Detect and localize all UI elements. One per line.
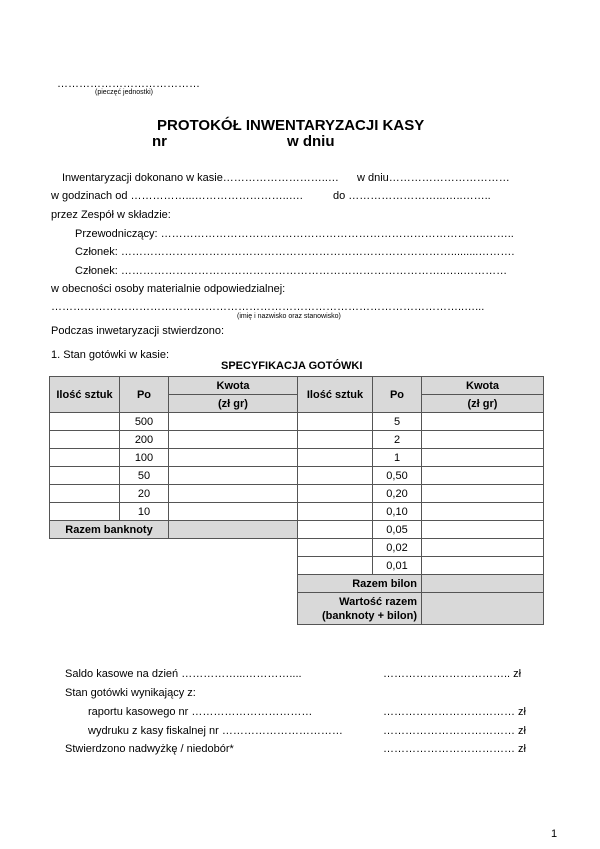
cash-source-label: Stan gotówki wynikający z: <box>65 687 196 699</box>
denomination: 0,05 <box>373 521 422 539</box>
qty-cell[interactable] <box>298 539 373 557</box>
table-row <box>50 539 544 557</box>
stamp-dots: ………………………………… <box>57 78 200 90</box>
stamp-label: (pieczęć jednostki) <box>95 89 153 96</box>
qty-cell[interactable] <box>298 413 373 431</box>
denomination: 20 <box>120 485 169 503</box>
presence-hint: (imię i nazwisko oraz stanowisko) <box>237 313 341 320</box>
date-line: w dniu…………………………… <box>357 172 510 184</box>
chairman-line: Przewodniczący: ……………………………………………………………………………..…….. <box>75 228 514 240</box>
cash-state-label: 1. Stan gotówki w kasie: <box>51 349 170 361</box>
amount-cell[interactable] <box>422 485 544 503</box>
grand-total-label <box>298 593 422 625</box>
amount-cell[interactable] <box>422 449 544 467</box>
qty-cell[interactable] <box>298 521 373 539</box>
denomination: 0,01 <box>373 557 422 575</box>
amount-cell[interactable] <box>169 485 298 503</box>
qty-cell[interactable] <box>298 557 373 575</box>
hours-to-line: do ……………………...…..…….. <box>333 190 491 202</box>
unit-header-coins: (zł gr) <box>422 395 544 413</box>
date-label: w dniu <box>287 133 335 150</box>
banknotes-total-cell[interactable] <box>169 521 298 539</box>
denomination: 100 <box>120 449 169 467</box>
cash-register-line: Inwentaryzacji dokonano w kasie………………………..… <box>62 172 339 184</box>
amount-cell[interactable] <box>422 521 544 539</box>
qty-cell[interactable] <box>298 467 373 485</box>
qty-cell[interactable] <box>50 413 120 431</box>
qty-header-coins: Ilość sztuk <box>298 377 373 413</box>
presence-dots: …………………………………………………………………………………………………..…... <box>51 301 485 313</box>
denomination: 0,10 <box>373 503 422 521</box>
grand-total-cell[interactable] <box>422 593 544 625</box>
committee-label: przez Zespół w składzie: <box>51 209 171 221</box>
cash-spec-table <box>49 376 544 625</box>
po-header: Po <box>120 377 169 413</box>
amount-cell[interactable] <box>422 431 544 449</box>
table-row <box>50 449 544 467</box>
saldo-value: …………………………….. zł <box>383 668 522 680</box>
fiscal-line: wydruku z kasy fiskalnej nr …………………………… <box>88 725 343 737</box>
qty-cell[interactable] <box>298 503 373 521</box>
nr-label: nr <box>152 133 167 150</box>
amount-header: Kwota <box>169 377 298 395</box>
amount-cell[interactable] <box>422 539 544 557</box>
banknotes-total-label: Razem banknoty <box>50 521 169 539</box>
unit-header: (zł gr) <box>169 395 298 413</box>
qty-cell[interactable] <box>50 467 120 485</box>
report-value: ……………………………… zł <box>383 706 526 718</box>
amount-cell[interactable] <box>422 503 544 521</box>
table-row <box>50 557 544 575</box>
saldo-line: Saldo kasowe na dzień ……………...………….... <box>65 668 302 680</box>
spec-title: SPECYFIKACJA GOTÓWKI <box>221 360 363 372</box>
table-row <box>50 413 544 431</box>
qty-cell[interactable] <box>50 431 120 449</box>
amount-cell[interactable] <box>422 413 544 431</box>
fiscal-value: ……………………………… zł <box>383 725 526 737</box>
amount-cell[interactable] <box>169 431 298 449</box>
table-row <box>50 593 544 625</box>
denomination: 50 <box>120 467 169 485</box>
amount-header-coins: Kwota <box>422 377 544 395</box>
presence-label: w obecności osoby materialnie odpowiedzialnej: <box>51 283 286 295</box>
qty-cell[interactable] <box>298 449 373 467</box>
denomination: 200 <box>120 431 169 449</box>
denomination: 1 <box>373 449 422 467</box>
denomination: 2 <box>373 431 422 449</box>
findings-label: Podczas inwetaryzacji stwierdzono: <box>51 325 225 337</box>
denomination: 500 <box>120 413 169 431</box>
table-row <box>50 575 544 593</box>
denomination: 0,50 <box>373 467 422 485</box>
denomination: 5 <box>373 413 422 431</box>
member2-line: Członek: ……………………………………………………………………………..…..………… <box>75 265 508 277</box>
coins-total-cell[interactable] <box>422 575 544 593</box>
amount-cell[interactable] <box>422 557 544 575</box>
qty-cell[interactable] <box>50 485 120 503</box>
qty-header: Ilość sztuk <box>50 377 120 413</box>
table-row <box>50 521 544 539</box>
table-row <box>50 485 544 503</box>
denomination: 10 <box>120 503 169 521</box>
amount-cell[interactable] <box>169 449 298 467</box>
amount-cell[interactable] <box>169 413 298 431</box>
table-row <box>50 503 544 521</box>
report-line: raportu kasowego nr …………………………… <box>88 706 313 718</box>
qty-cell[interactable] <box>298 431 373 449</box>
surplus-line: Stwierdzono nadwyżkę / niedobór* <box>65 743 234 755</box>
coins-total-label: Razem bilon <box>298 575 422 593</box>
grand-total-line2: (banknoty + bilon) <box>321 609 417 622</box>
denomination: 0,20 <box>373 485 422 503</box>
qty-cell[interactable] <box>298 485 373 503</box>
po-header-coins: Po <box>373 377 422 413</box>
qty-cell[interactable] <box>50 503 120 521</box>
page-number: 1 <box>551 828 558 840</box>
member1-line: Członek: ……………………………………………………………………………….........………. <box>75 246 515 258</box>
amount-cell[interactable] <box>169 503 298 521</box>
table-row <box>50 431 544 449</box>
page-title: PROTOKÓŁ INWENTARYZACJI KASY <box>157 117 425 134</box>
amount-cell[interactable] <box>169 467 298 485</box>
grand-total-line1: Wartość razem <box>339 595 417 608</box>
amount-cell[interactable] <box>422 467 544 485</box>
table-row <box>50 467 544 485</box>
denomination: 0,02 <box>373 539 422 557</box>
surplus-value: ……………………………… zł <box>383 743 526 755</box>
qty-cell[interactable] <box>50 449 120 467</box>
hours-from-line: w godzinach od ……………...……………………..…. <box>51 190 303 202</box>
